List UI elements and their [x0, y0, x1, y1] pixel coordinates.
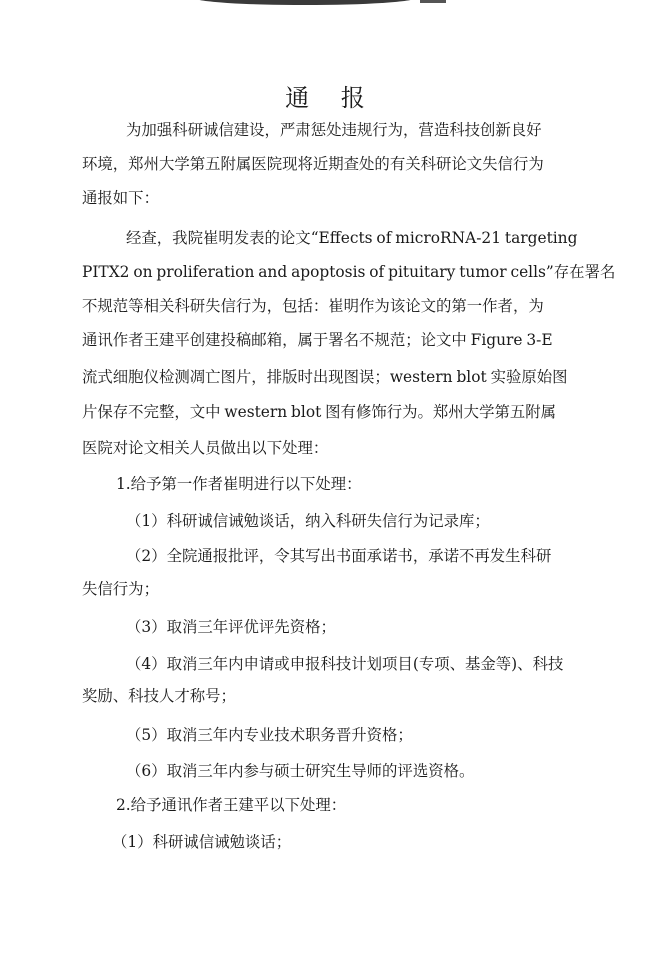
finding-line-2: PITX2 on proliferation and apoptosis of pituitary tumor cells”存在署名: [82, 263, 616, 281]
intro-line-1: 为加强科研诚信建设，严肃惩处违规行为，营造科技创新良好: [126, 121, 542, 139]
finding-line-5: 流式细胞仪检测凋亡图片，排版时出现图误；western blot 实验原始图: [82, 368, 568, 386]
section2-heading: 2.给予通讯作者王建平以下处理：: [116, 796, 347, 814]
section1-item-6: （6）取消三年内参与硕士研究生导师的评选资格。: [126, 762, 475, 780]
section2-item-1: （1）科研诚信诫勉谈话；: [112, 833, 292, 851]
section1-item-2: （2）全院通报批评，令其写出书面承诺书，承诺不再发生科研: [126, 547, 552, 565]
intro-line-3: 通报如下：: [82, 189, 159, 207]
finding-line-7: 医院对论文相关人员做出以下处理：: [82, 439, 329, 457]
finding-line-6: 片保存不完整，文中 western blot 图有修饰行为。郑州大学第五附属: [82, 403, 557, 421]
section1-item-4: （4）取消三年内申请或申报科技计划项目(专项、基金等)、科技: [126, 655, 564, 673]
document-title: 通 报: [285, 84, 377, 112]
intro-line-2: 环境，郑州大学第五附属医院现将近期查处的有关科研论文失信行为: [82, 155, 544, 173]
finding-line-1: 经查，我院崔明发表的论文“Effects of microRNA-21 targeting: [126, 229, 578, 247]
section1-item-5: （5）取消三年内专业技术职务晋升资格；: [126, 726, 413, 744]
section1-item-2-cont: 失信行为；: [82, 580, 159, 598]
finding-line-4: 通讯作者王建平创建投稿邮箱，属于署名不规范；论文中 Figure 3-E: [82, 331, 553, 349]
finding-line-3: 不规范等相关科研失信行为，包括：崔明作为该论文的第一作者，为: [82, 297, 544, 315]
section1-item-3: （3）取消三年评优评先资格；: [126, 618, 336, 636]
section1-item-4-cont: 奖励、科技人才称号；: [82, 687, 236, 705]
section1-item-1: （1）科研诚信诫勉谈话，纳入科研失信行为记录库；: [126, 512, 490, 530]
section1-heading: 1.给予第一作者崔明进行以下处理：: [116, 475, 362, 493]
